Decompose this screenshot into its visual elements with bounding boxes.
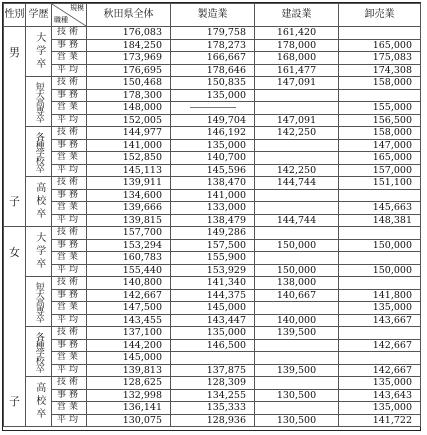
value-cell-manufacturing: 144,375 xyxy=(171,289,255,302)
value-cell-wholesale: 150,000 xyxy=(339,264,421,277)
value-cell-manufacturing: 146,500 xyxy=(171,339,255,352)
value-cell-manufacturing: 178,273 xyxy=(171,39,255,52)
value-cell-manufacturing: 166,667 xyxy=(171,52,255,65)
job-type-cell: 平均 xyxy=(52,364,87,377)
value-cell-construction: 140,000 xyxy=(255,314,339,327)
value-cell-prefecture: 142,667 xyxy=(87,289,171,302)
education-label: 大学卒 xyxy=(33,32,45,71)
education-cell xyxy=(26,27,52,77)
value-cell-construction xyxy=(255,89,339,102)
value-cell-wholesale: 148,381 xyxy=(339,214,421,227)
value-cell-manufacturing: 134,255 xyxy=(171,389,255,402)
value-cell-construction: 130,500 xyxy=(255,414,339,427)
job-type-cell: 営業 xyxy=(52,352,87,365)
dash-mark xyxy=(190,107,236,108)
value-cell-wholesale: 143,667 xyxy=(339,314,421,327)
value-cell-manufacturing xyxy=(171,352,255,365)
value-cell-construction: 178,000 xyxy=(255,39,339,52)
value-cell-wholesale: 175,083 xyxy=(339,52,421,65)
value-cell-wholesale xyxy=(339,252,421,265)
table-row xyxy=(4,252,421,265)
value-cell-construction: 142,250 xyxy=(255,127,339,140)
job-type-cell: 営業 xyxy=(52,302,87,315)
value-cell-construction: 138,000 xyxy=(255,277,339,290)
value-cell-wholesale xyxy=(339,352,421,365)
value-cell-prefecture: 136,141 xyxy=(87,402,171,415)
value-cell-prefecture: 139,911 xyxy=(87,177,171,190)
value-cell-manufacturing: 149,704 xyxy=(171,114,255,127)
value-cell-wholesale: 158,000 xyxy=(339,127,421,140)
table-row xyxy=(4,339,421,352)
value-cell-construction xyxy=(255,377,339,390)
job-type-cell: 事務 xyxy=(52,239,87,252)
education-label: 短大高専卒 xyxy=(33,81,44,122)
value-cell-wholesale: 147,000 xyxy=(339,139,421,152)
value-cell-prefecture: 153,294 xyxy=(87,239,171,252)
value-cell-manufacturing: 135,000 xyxy=(171,139,255,152)
value-cell-wholesale: 174,308 xyxy=(339,64,421,77)
value-cell-wholesale: 165,000 xyxy=(339,39,421,52)
job-type-cell: 営業 xyxy=(52,52,87,65)
header-col-wholesale: 卸売業 xyxy=(339,4,421,27)
value-cell-prefecture: 176,083 xyxy=(87,27,171,40)
table-row xyxy=(4,389,421,402)
header-scale-type xyxy=(52,4,87,27)
table-row xyxy=(4,202,421,215)
value-cell-construction: 168,000 xyxy=(255,52,339,65)
table-row xyxy=(4,214,421,227)
value-cell-wholesale: 142,667 xyxy=(339,364,421,377)
job-type-cell: 技術 xyxy=(52,227,87,240)
job-type-cell: 平均 xyxy=(52,314,87,327)
header-col-manufacturing: 製造業 xyxy=(171,4,255,27)
table-row xyxy=(4,164,421,177)
header-scale-label: 規模 xyxy=(70,4,84,12)
value-cell-prefecture: 139,666 xyxy=(87,202,171,215)
value-cell-manufacturing: 149,286 xyxy=(171,227,255,240)
value-cell-prefecture: 140,800 xyxy=(87,277,171,290)
header-sex: 性別 xyxy=(4,4,26,27)
value-cell-manufacturing: 179,758 xyxy=(171,27,255,40)
value-cell-prefecture: 141,000 xyxy=(87,139,171,152)
value-cell-construction: 161,477 xyxy=(255,64,339,77)
value-cell-construction xyxy=(255,402,339,415)
value-cell-construction xyxy=(255,152,339,165)
value-cell-prefecture: 173,969 xyxy=(87,52,171,65)
table-row xyxy=(4,114,421,127)
value-cell-manufacturing: 145,000 xyxy=(171,302,255,315)
table-row xyxy=(4,39,421,52)
value-cell-manufacturing: 135,333 xyxy=(171,402,255,415)
table-row xyxy=(4,414,421,427)
value-cell-prefecture: 134,600 xyxy=(87,189,171,202)
education-label: 各種学校卒 xyxy=(33,331,44,372)
education-cell xyxy=(26,177,52,227)
value-cell-manufacturing: 138,479 xyxy=(171,214,255,227)
value-cell-construction: 147,091 xyxy=(255,77,339,90)
value-cell-manufacturing: 141,000 xyxy=(171,189,255,202)
value-cell-construction xyxy=(255,352,339,365)
value-cell-prefecture: 155,440 xyxy=(87,264,171,277)
job-type-cell: 技術 xyxy=(52,377,87,390)
value-cell-prefecture: 157,700 xyxy=(87,227,171,240)
table-row xyxy=(4,264,421,277)
value-cell-wholesale: 135,000 xyxy=(339,302,421,315)
value-cell-manufacturing: 143,447 xyxy=(171,314,255,327)
table-row xyxy=(4,102,421,115)
education-label: 各種学校卒 xyxy=(33,131,44,172)
value-cell-wholesale xyxy=(339,227,421,240)
education-label: 高校卒 xyxy=(33,382,45,421)
job-type-cell: 平均 xyxy=(52,214,87,227)
value-cell-manufacturing: 155,900 xyxy=(171,252,255,265)
value-cell-construction: 150,000 xyxy=(255,239,339,252)
table-body xyxy=(4,27,421,427)
value-cell-manufacturing: 150,835 xyxy=(171,77,255,90)
table-row xyxy=(4,302,421,315)
table-row xyxy=(4,89,421,102)
table-row xyxy=(4,127,421,140)
value-cell-manufacturing xyxy=(171,102,255,115)
value-cell-manufacturing: 140,700 xyxy=(171,152,255,165)
table-row xyxy=(4,152,421,165)
value-cell-construction xyxy=(255,189,339,202)
value-cell-wholesale: 155,000 xyxy=(339,102,421,115)
value-cell-wholesale: 141,722 xyxy=(339,414,421,427)
value-cell-wholesale: 165,000 xyxy=(339,152,421,165)
job-type-cell: 事務 xyxy=(52,139,87,152)
sex-label-suffix: 子 xyxy=(9,194,20,208)
value-cell-prefecture: 178,300 xyxy=(87,89,171,102)
value-cell-prefecture: 145,000 xyxy=(87,352,171,365)
sex-label-suffix: 子 xyxy=(9,394,20,408)
value-cell-construction xyxy=(255,252,339,265)
job-type-cell: 平均 xyxy=(52,114,87,127)
table-row xyxy=(4,314,421,327)
value-cell-prefecture: 152,005 xyxy=(87,114,171,127)
education-cell xyxy=(26,77,52,127)
value-cell-construction: 161,420 xyxy=(255,27,339,40)
value-cell-construction xyxy=(255,139,339,152)
table-row xyxy=(4,352,421,365)
job-type-cell: 営業 xyxy=(52,152,87,165)
education-cell xyxy=(26,327,52,377)
value-cell-prefecture: 145,113 xyxy=(87,164,171,177)
value-cell-wholesale xyxy=(339,189,421,202)
education-cell xyxy=(26,127,52,177)
value-cell-manufacturing: 153,929 xyxy=(171,264,255,277)
value-cell-wholesale: 135,000 xyxy=(339,377,421,390)
value-cell-prefecture: 132,998 xyxy=(87,389,171,402)
job-type-cell: 平均 xyxy=(52,414,87,427)
education-cell xyxy=(26,277,52,327)
value-cell-prefecture: 144,200 xyxy=(87,339,171,352)
table-header-row xyxy=(4,4,421,27)
value-cell-prefecture: 147,500 xyxy=(87,302,171,315)
job-type-cell: 技術 xyxy=(52,277,87,290)
table-row xyxy=(4,327,421,340)
value-cell-construction: 144,744 xyxy=(255,214,339,227)
value-cell-construction xyxy=(255,227,339,240)
value-cell-wholesale xyxy=(339,89,421,102)
value-cell-prefecture: 137,100 xyxy=(87,327,171,340)
table-row xyxy=(4,139,421,152)
value-cell-construction: 150,000 xyxy=(255,264,339,277)
job-type-cell: 事務 xyxy=(52,89,87,102)
value-cell-manufacturing: 128,936 xyxy=(171,414,255,427)
education-label: 高校卒 xyxy=(33,182,45,221)
table-row xyxy=(4,239,421,252)
value-cell-prefecture: 148,000 xyxy=(87,102,171,115)
value-cell-construction: 130,500 xyxy=(255,389,339,402)
value-cell-prefecture: 152,850 xyxy=(87,152,171,165)
sex-label: 男 xyxy=(9,45,20,59)
job-type-cell: 営業 xyxy=(52,252,87,265)
value-cell-manufacturing: 146,192 xyxy=(171,127,255,140)
value-cell-wholesale: 135,000 xyxy=(339,402,421,415)
value-cell-manufacturing: 128,309 xyxy=(171,377,255,390)
job-type-cell: 技術 xyxy=(52,77,87,90)
table-row xyxy=(4,52,421,65)
job-type-cell: 平均 xyxy=(52,264,87,277)
table-row xyxy=(4,402,421,415)
value-cell-manufacturing: 157,500 xyxy=(171,239,255,252)
value-cell-wholesale: 157,000 xyxy=(339,164,421,177)
value-cell-prefecture: 139,815 xyxy=(87,214,171,227)
value-cell-construction: 140,667 xyxy=(255,289,339,302)
table-row xyxy=(4,189,421,202)
table-row xyxy=(4,377,421,390)
value-cell-wholesale xyxy=(339,27,421,40)
salary-table-frame xyxy=(2,2,421,431)
job-type-cell: 事務 xyxy=(52,389,87,402)
value-cell-prefecture: 176,695 xyxy=(87,64,171,77)
job-type-cell: 事務 xyxy=(52,289,87,302)
header-type-label: 職種 xyxy=(54,16,68,24)
job-type-cell: 事務 xyxy=(52,39,87,52)
table-row xyxy=(4,27,421,40)
value-cell-wholesale: 158,000 xyxy=(339,77,421,90)
education-cell xyxy=(26,377,52,427)
job-type-cell: 平均 xyxy=(52,64,87,77)
table-row xyxy=(4,77,421,90)
table-row xyxy=(4,177,421,190)
value-cell-construction xyxy=(255,339,339,352)
value-cell-manufacturing: 135,000 xyxy=(171,89,255,102)
value-cell-construction: 144,744 xyxy=(255,177,339,190)
value-cell-construction: 147,091 xyxy=(255,114,339,127)
header-education: 学歴 xyxy=(26,4,52,27)
job-type-cell: 技術 xyxy=(52,327,87,340)
value-cell-construction xyxy=(255,202,339,215)
sex-cell xyxy=(4,227,26,427)
value-cell-prefecture: 184,250 xyxy=(87,39,171,52)
job-type-cell: 技術 xyxy=(52,127,87,140)
education-label: 大学卒 xyxy=(33,232,45,271)
value-cell-wholesale xyxy=(339,277,421,290)
value-cell-wholesale: 150,000 xyxy=(339,239,421,252)
value-cell-prefecture: 139,813 xyxy=(87,364,171,377)
value-cell-wholesale xyxy=(339,327,421,340)
job-type-cell: 技術 xyxy=(52,177,87,190)
value-cell-wholesale: 151,100 xyxy=(339,177,421,190)
value-cell-wholesale: 143,643 xyxy=(339,389,421,402)
job-type-cell: 技術 xyxy=(52,27,87,40)
value-cell-manufacturing: 137,875 xyxy=(171,364,255,377)
value-cell-wholesale: 145,663 xyxy=(339,202,421,215)
value-cell-construction: 139,500 xyxy=(255,327,339,340)
job-type-cell: 営業 xyxy=(52,402,87,415)
job-type-cell: 事務 xyxy=(52,339,87,352)
education-cell xyxy=(26,227,52,277)
job-type-cell: 事務 xyxy=(52,189,87,202)
sex-cell xyxy=(4,27,26,227)
table-row xyxy=(4,227,421,240)
value-cell-manufacturing: 138,470 xyxy=(171,177,255,190)
value-cell-construction: 142,250 xyxy=(255,164,339,177)
header-col-prefecture: 秋田県全体 xyxy=(87,4,171,27)
value-cell-prefecture: 144,977 xyxy=(87,127,171,140)
header-col-construction: 建設業 xyxy=(255,4,339,27)
table-row xyxy=(4,277,421,290)
sex-label: 女 xyxy=(9,245,20,259)
value-cell-manufacturing: 133,000 xyxy=(171,202,255,215)
value-cell-manufacturing: 141,340 xyxy=(171,277,255,290)
table-row xyxy=(4,364,421,377)
value-cell-manufacturing: 135,000 xyxy=(171,327,255,340)
value-cell-manufacturing: 145,596 xyxy=(171,164,255,177)
value-cell-prefecture: 128,625 xyxy=(87,377,171,390)
value-cell-prefecture: 130,075 xyxy=(87,414,171,427)
education-label: 短大高専卒 xyxy=(33,281,44,322)
value-cell-construction xyxy=(255,102,339,115)
job-type-cell: 営業 xyxy=(52,202,87,215)
value-cell-manufacturing: 178,646 xyxy=(171,64,255,77)
value-cell-wholesale: 142,667 xyxy=(339,339,421,352)
value-cell-prefecture: 150,468 xyxy=(87,77,171,90)
value-cell-construction xyxy=(255,302,339,315)
value-cell-prefecture: 160,783 xyxy=(87,252,171,265)
table-row xyxy=(4,289,421,302)
value-cell-construction: 139,500 xyxy=(255,364,339,377)
job-type-cell: 平均 xyxy=(52,164,87,177)
value-cell-wholesale: 141,800 xyxy=(339,289,421,302)
value-cell-wholesale: 156,500 xyxy=(339,114,421,127)
salary-table xyxy=(3,3,421,427)
table-row xyxy=(4,64,421,77)
job-type-cell: 営業 xyxy=(52,102,87,115)
value-cell-prefecture: 143,455 xyxy=(87,314,171,327)
